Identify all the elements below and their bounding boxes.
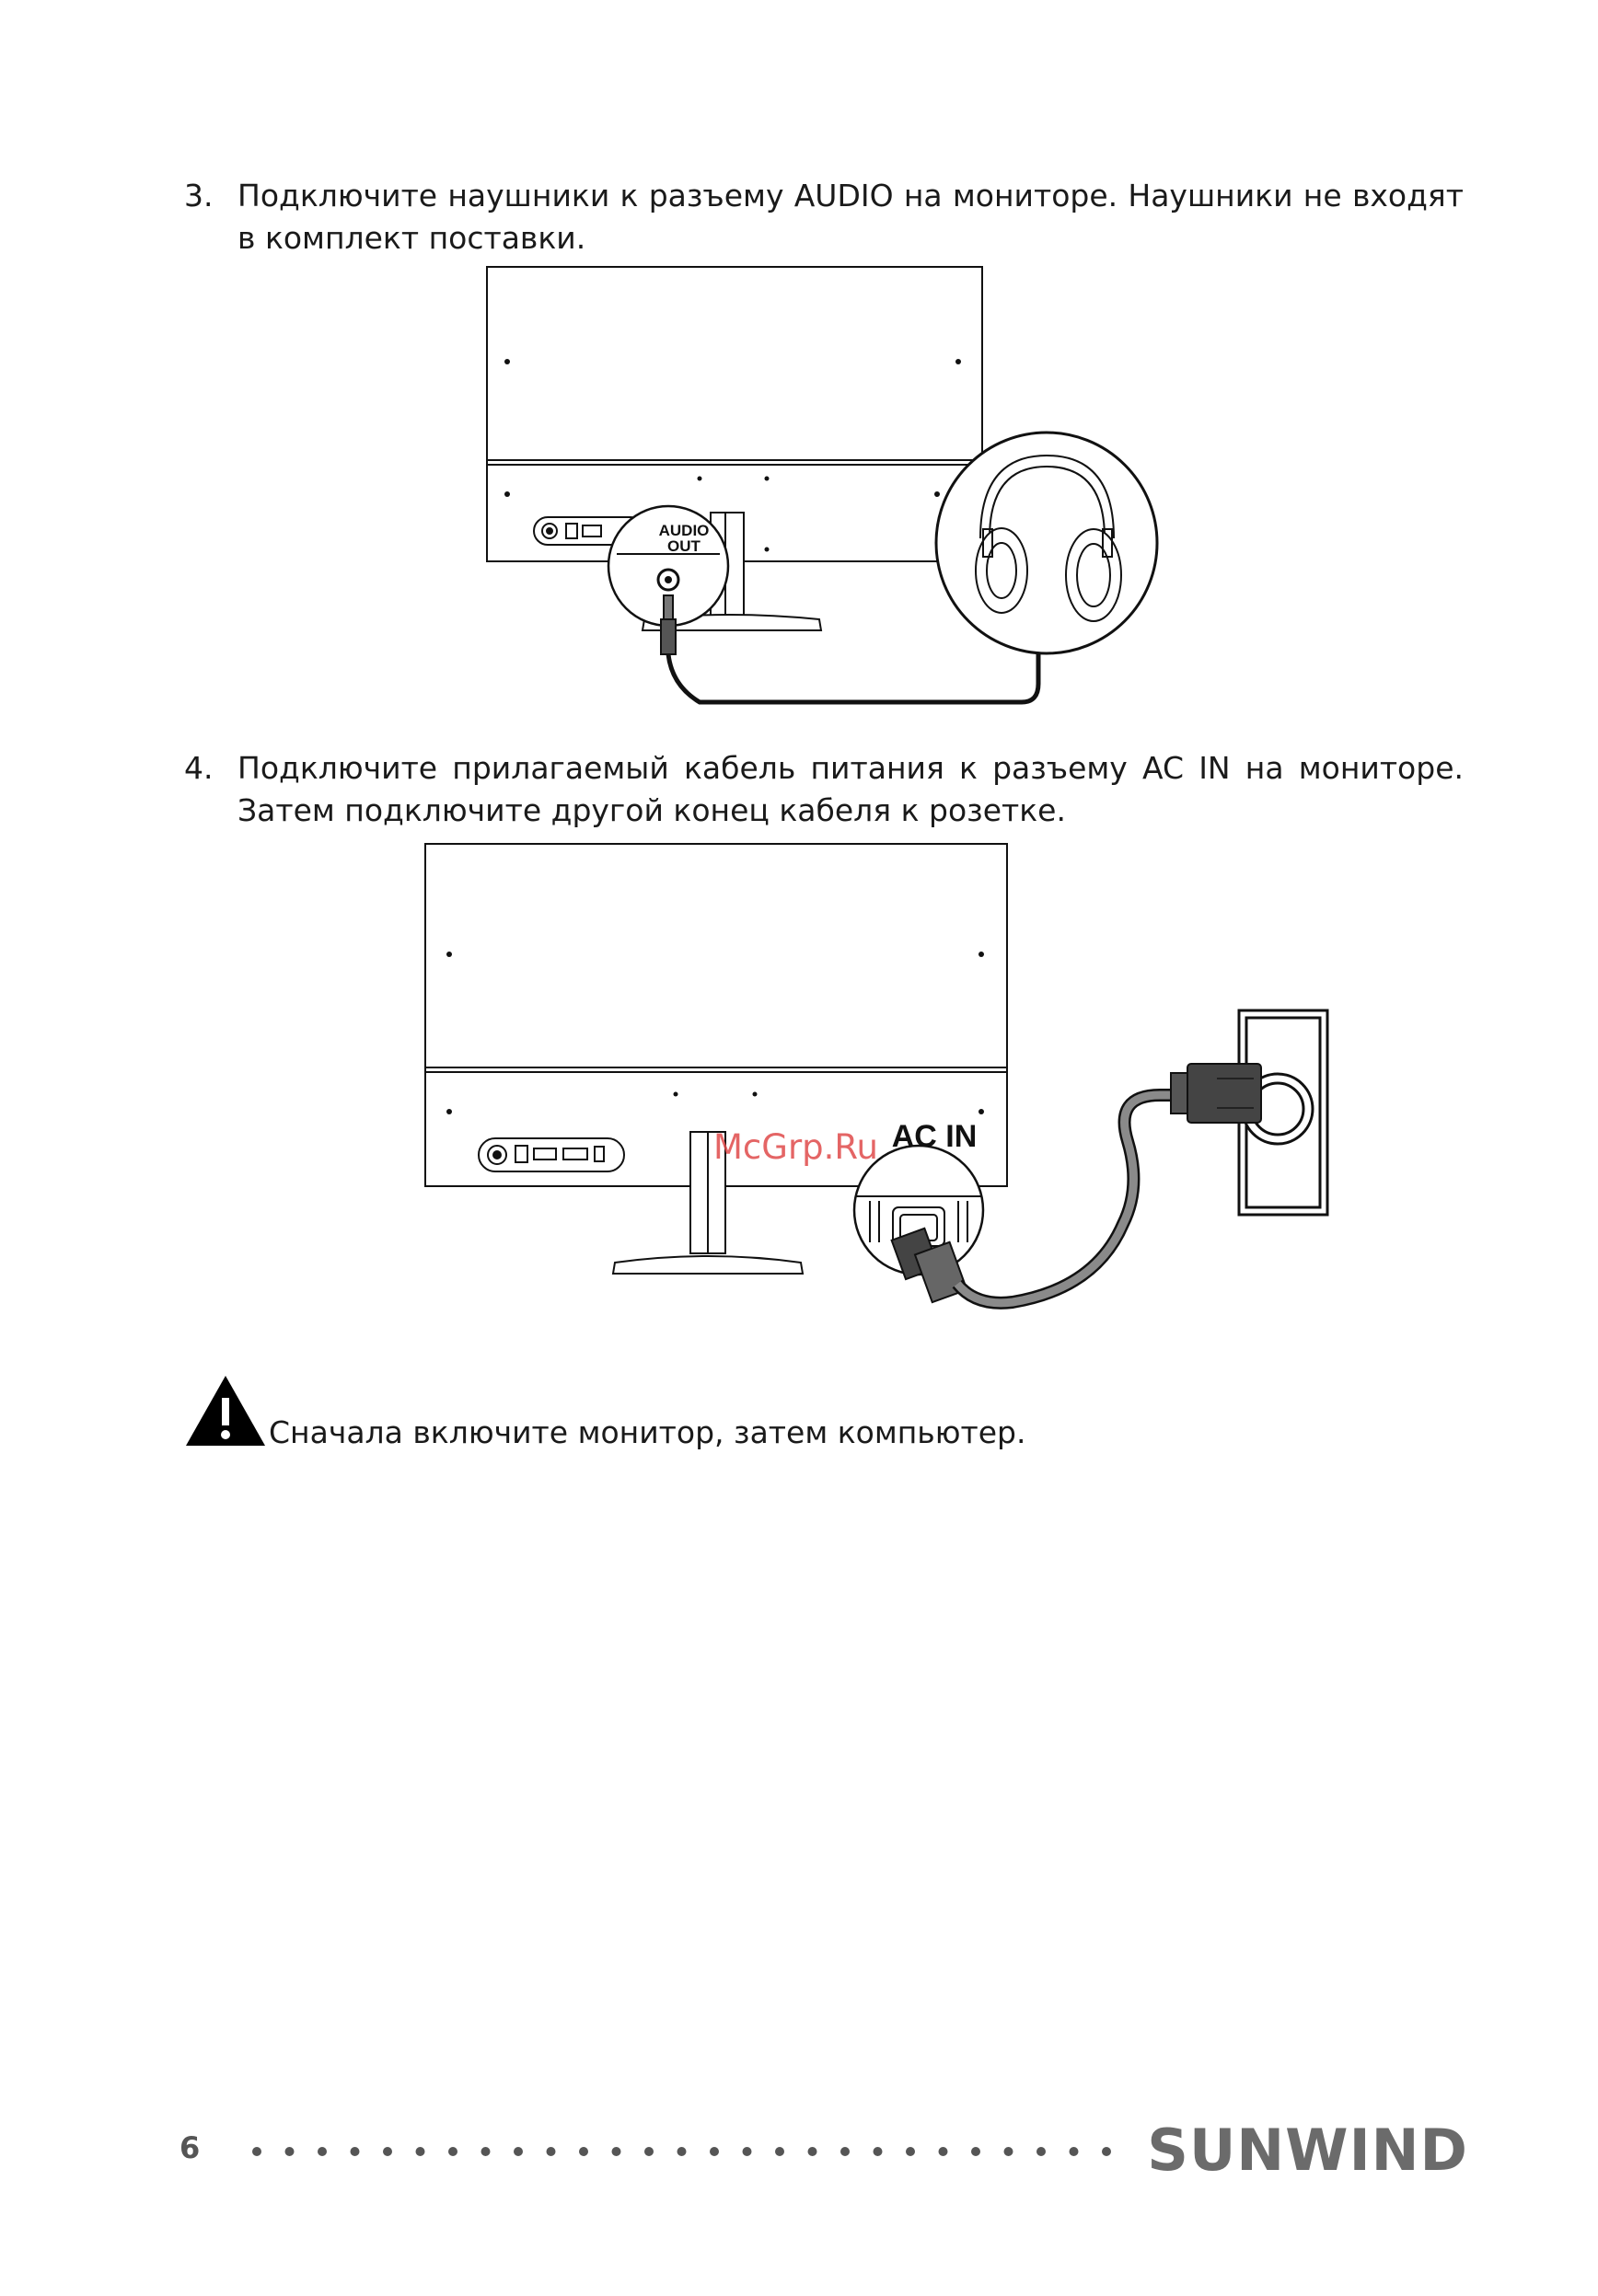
ac-in-label: AC IN bbox=[891, 1119, 978, 1154]
monitor-rear-audio-diagram bbox=[479, 262, 1178, 713]
watermark: McGrp.Ru bbox=[713, 1127, 878, 1167]
warning-note bbox=[184, 1374, 1289, 1448]
page-number: 6 bbox=[179, 2130, 201, 2165]
monitor-rear-power-diagram bbox=[414, 837, 1344, 1325]
footer-dot bbox=[710, 2147, 719, 2156]
footer-dot-leader bbox=[251, 2146, 1301, 2157]
warning-triangle-icon bbox=[184, 1374, 267, 1448]
footer-dot bbox=[1004, 2147, 1013, 2156]
step-4-number: 4. bbox=[184, 750, 214, 786]
footer-dot bbox=[285, 2147, 295, 2156]
page-footer bbox=[179, 2117, 1468, 2184]
footer-dot bbox=[547, 2147, 556, 2156]
warning-text: Сначала включите монитор, затем компьютер. bbox=[269, 1414, 1026, 1450]
footer-dot bbox=[252, 2147, 261, 2156]
footer-dot bbox=[874, 2147, 883, 2156]
footer-dot bbox=[906, 2147, 915, 2156]
footer-dot bbox=[351, 2147, 360, 2156]
step-4 bbox=[184, 747, 1464, 832]
footer-dot bbox=[612, 2147, 621, 2156]
step-4-text: Подключите прилагаемый кабель питания к разъему AC IN на мониторе. Затем подключите другой конец кабеля к розетке. bbox=[237, 750, 1464, 828]
footer-dot bbox=[481, 2147, 491, 2156]
audio-out-label-line2: OUT bbox=[667, 537, 701, 555]
footer-dot bbox=[808, 2147, 817, 2156]
audio-out-label-line1: AUDIO bbox=[658, 522, 710, 539]
step-3 bbox=[184, 175, 1464, 260]
footer-dot bbox=[775, 2147, 784, 2156]
step-3-number: 3. bbox=[184, 178, 214, 213]
audio-out-label bbox=[636, 523, 732, 554]
step-3-text: Подключите наушники к разъему AUDIO на мониторе. Наушники не входят в комплект поставки. bbox=[237, 178, 1464, 256]
footer-dot bbox=[939, 2147, 948, 2156]
footer-dot bbox=[1102, 2147, 1111, 2156]
footer-dot bbox=[743, 2147, 752, 2156]
footer-dot bbox=[840, 2147, 850, 2156]
footer-dot bbox=[514, 2147, 523, 2156]
footer-dot bbox=[579, 2147, 588, 2156]
footer-dot bbox=[971, 2147, 980, 2156]
footer-dot bbox=[677, 2147, 687, 2156]
footer-dot bbox=[1070, 2147, 1079, 2156]
footer-dot bbox=[318, 2147, 327, 2156]
footer-dot bbox=[383, 2147, 392, 2156]
footer-dot bbox=[1036, 2147, 1046, 2156]
footer-dot bbox=[416, 2147, 425, 2156]
brand-logo: SUNWIND bbox=[1147, 2117, 1468, 2184]
footer-dot bbox=[644, 2147, 654, 2156]
headphones-connection-illustration bbox=[479, 262, 1178, 713]
footer-dot bbox=[448, 2147, 457, 2156]
power-connection-illustration bbox=[414, 837, 1344, 1325]
